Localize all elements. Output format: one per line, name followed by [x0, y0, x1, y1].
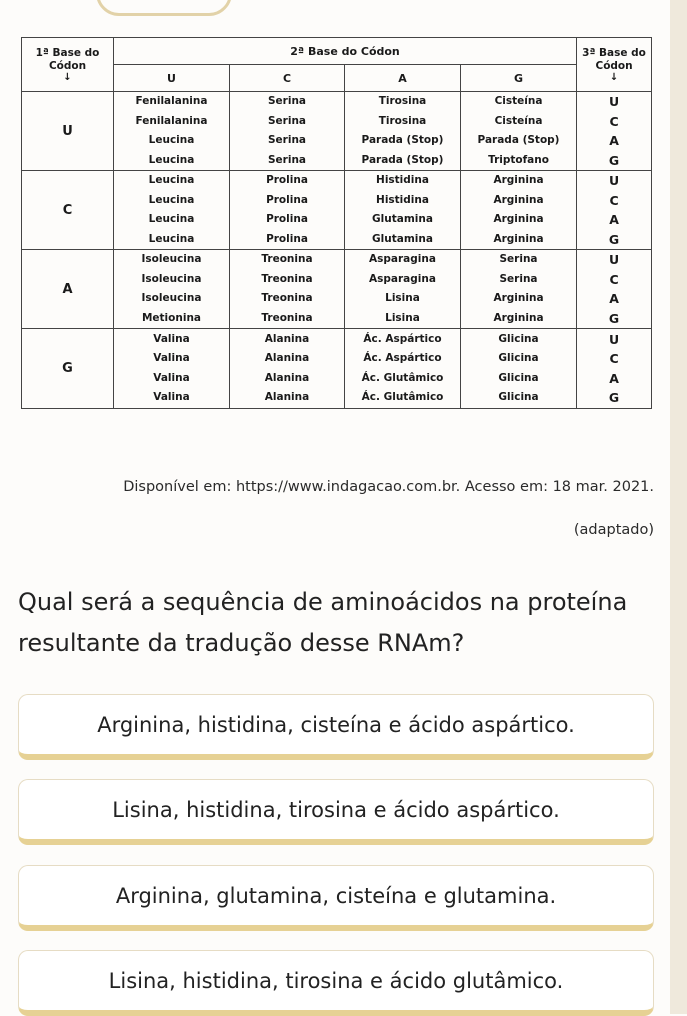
third-base-cell: U C A G — [577, 171, 652, 250]
source-citation: Disponível em: https://www.indagacao.com.br. Acesso em: 18 mar. 2021. — [123, 479, 654, 495]
codon-cell: Isoleucina Isoleucina Isoleucina Metionina — [114, 250, 230, 329]
codon-cell: Cisteína Cisteína Parada (Stop) Triptofano — [461, 92, 577, 171]
genetic-code-table — [21, 37, 652, 409]
third-base-cell: U C A G — [577, 92, 652, 171]
first-base-a: A — [22, 250, 114, 329]
codon-cell: Ác. Aspártico Ác. Aspártico Ác. Glutâmico Ác. Glutâmico — [345, 329, 461, 409]
answer-option-b[interactable] — [18, 779, 654, 845]
codon-cell: Tirosina Tirosina Parada (Stop) Parada (Stop) — [345, 92, 461, 171]
codon-cell: Glicina Glicina Glicina Glicina — [461, 329, 577, 409]
codon-cell: Asparagina Asparagina Lisina Lisina — [345, 250, 461, 329]
second-base-c: C — [230, 65, 345, 92]
codon-cell: Leucina Leucina Leucina Leucina — [114, 171, 230, 250]
codon-cell: Valina Valina Valina Valina — [114, 329, 230, 409]
scrollbar[interactable] — [670, 0, 687, 1014]
option-label: Arginina, glutamina, cisteína e glutamina. — [115, 883, 557, 908]
option-label: Arginina, histidina, cisteína e ácido aspártico. — [97, 712, 575, 737]
first-base-c: C — [22, 171, 114, 250]
adapted-note: (adaptado) — [573, 522, 654, 538]
codon-cell: Treonina Treonina Treonina Treonina — [230, 250, 345, 329]
table-row — [22, 92, 652, 171]
second-base-g: G — [461, 65, 577, 92]
question-text: Qual será a sequência de aminoácidos na proteína resultante da tradução desse RNAm? — [18, 588, 628, 657]
answer-option-a[interactable] — [18, 694, 654, 760]
option-label: Lisina, histidina, tirosina e ácido aspártico. — [112, 797, 560, 822]
codon-cell: Histidina Histidina Glutamina Glutamina — [345, 171, 461, 250]
third-base-cell: U C A G — [577, 329, 652, 409]
option-label: Lisina, histidina, tirosina e ácido glutâmico. — [108, 968, 564, 993]
first-base-g: G — [22, 329, 114, 409]
first-base-header: 1ª Base do Códon ↓ — [22, 38, 114, 92]
second-base-a: A — [345, 65, 461, 92]
codon-cell: Fenilalanina Fenilalanina Leucina Leucina — [114, 92, 230, 171]
first-base-u: U — [22, 92, 114, 171]
codon-cell: Arginina Arginina Arginina Arginina — [461, 171, 577, 250]
second-base-header: 2ª Base do Códon — [114, 38, 577, 65]
previous-option-edge — [96, 0, 232, 16]
second-base-u: U — [114, 65, 230, 92]
codon-cell: Serina Serina Arginina Arginina — [461, 250, 577, 329]
table-row — [22, 329, 652, 409]
third-base-cell: U C A G — [577, 250, 652, 329]
table-row — [22, 171, 652, 250]
answer-option-c[interactable] — [18, 865, 654, 931]
codon-cell: Serina Serina Serina Serina — [230, 92, 345, 171]
codon-cell: Alanina Alanina Alanina Alanina — [230, 329, 345, 409]
codon-cell: Prolina Prolina Prolina Prolina — [230, 171, 345, 250]
answer-option-d[interactable] — [18, 950, 654, 1016]
third-base-header: 3ª Base do Códon ↓ — [577, 38, 652, 92]
table-row — [22, 250, 652, 329]
